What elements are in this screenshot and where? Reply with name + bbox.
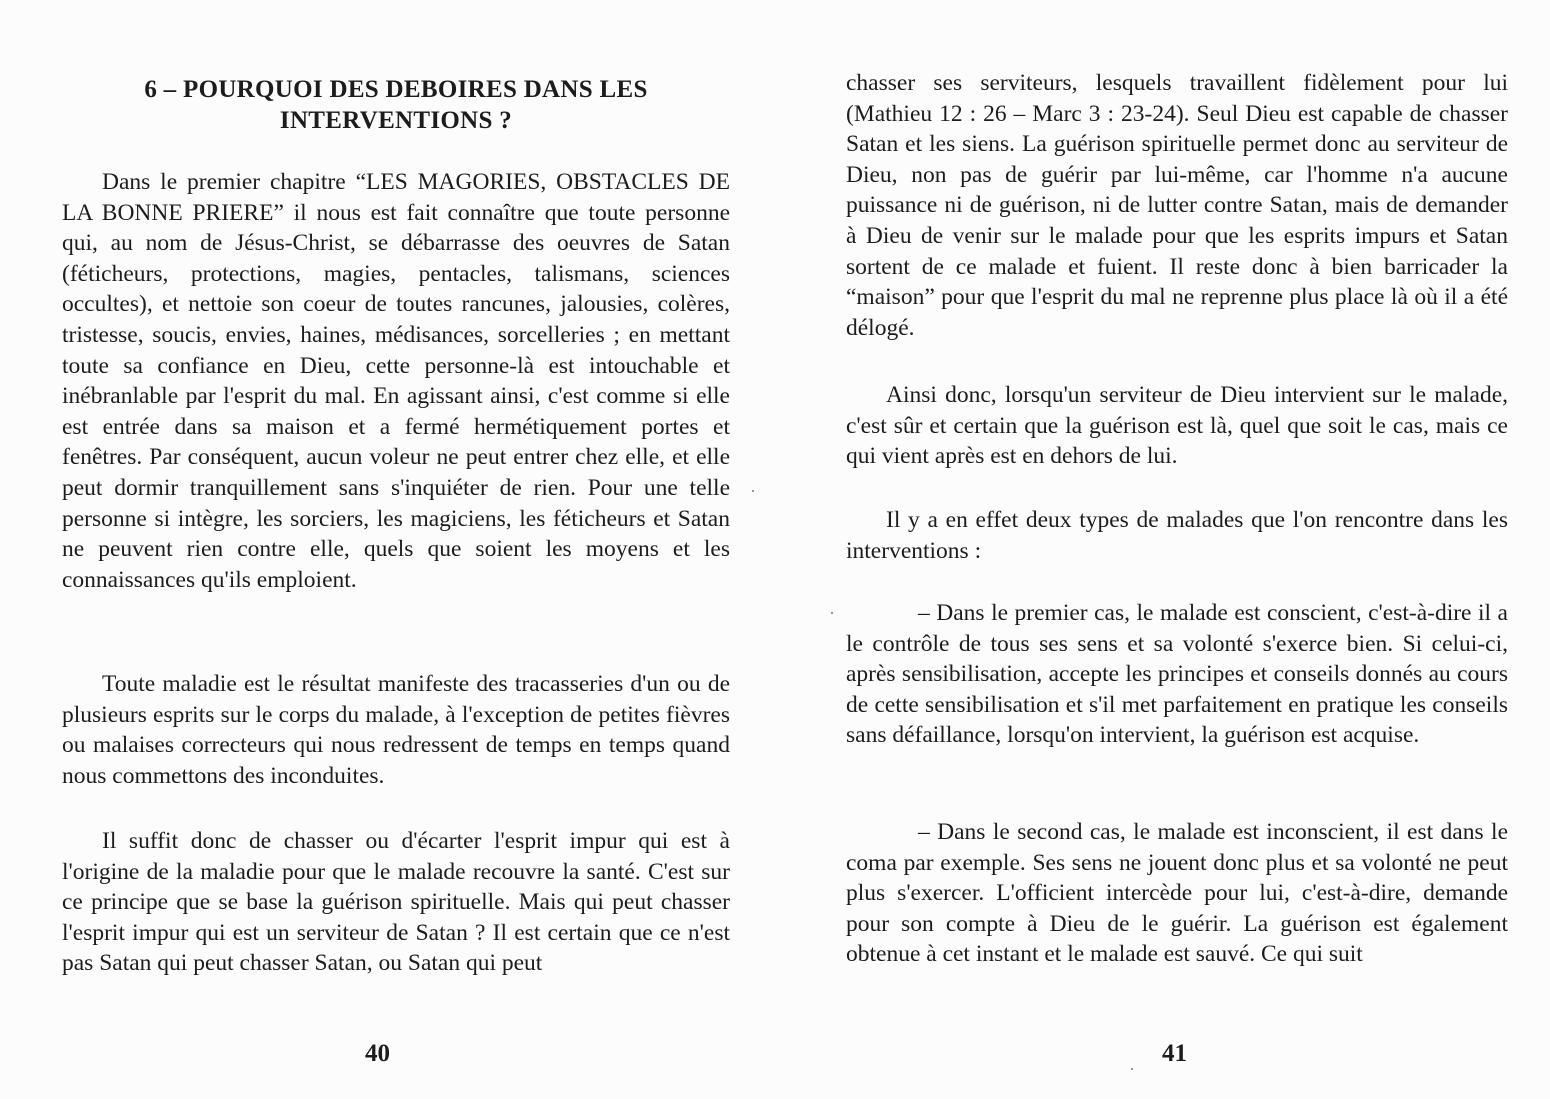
heading-line-2: INTERVENTIONS ? — [279, 107, 513, 134]
left-paragraph-3: Il suffit donc de chasser ou d'écarter l'esprit impur qui est à l'origine de la maladie pour que le malade recouvre la santé. C'est sur ce principe que se base la guérison spirituelle. Mais qui peut chasser l'esprit impur qui est un serviteur de Satan ? Il est certain que ce n'est pas Satan qui peut chasser Satan, ou Satan qui peut — [62, 828, 730, 977]
right-paragraph-1-block — [846, 68, 1508, 343]
right-paragraph-4: – Dans le premier cas, le malade est conscient, c'est-à-dire il a le contrôle de tous ses sens et sa volonté s'exerce bien. Si celui-ci, après sensibilisation, accepte les principes et conseils donnés au cours de cette sensibilisation et s'il met parfaitement en pratique les conseils sans défaillance, lorsqu'on intervient, la guérison est acquise. — [846, 600, 1508, 749]
right-paragraph-5-block — [846, 817, 1508, 970]
right-paragraph-1: chasser ses serviteurs, lesquels travaillent fidèlement pour lui (Mathieu 12 : 26 – Marc 3 : 23-24). Seul Dieu est capable de chasser Satan et les siens. La guérison spirituelle permet donc au serviteur de Dieu, non pas de guérir par lui-même, car l'homme n'a aucune puissance ni de guérison, ni de lutter contre Satan, mais de demander à Dieu de venir sur le malade pour que les esprits impurs et Satan sortent de ce malade et fuient. Il reste donc à bien barricader la “maison” pour que l'esprit du mal ne reprenne plus place là où il a été délogé. — [846, 70, 1508, 341]
left-paragraph-2: Toute maladie est le résultat manifeste des tracasseries d'un ou de plusieurs esprits sur le corps du malade, à l'exception de petites fièvres ou malaises correcteurs qui nous redressent de temps en temps quand nous commettons des inconduites. — [62, 671, 730, 789]
page-number-right: 41 — [1162, 1040, 1187, 1067]
right-paragraph-3: Il y a en effet deux types de malades que l'on rencontre dans les interventions : — [846, 507, 1508, 564]
heading-line-1: 6 – POURQUOI DES DEBOIRES DANS LES — [144, 76, 648, 103]
left-paragraph-1: Dans le premier chapitre “LES MAGORIES, OBSTACLES DE LA BONNE PRIERE” il nous est fait connaître que toute personne qui, au nom de Jésus-Christ, se débarrasse des oeuvres de Satan (féticheurs, protections, magies, pentacles, talismans, sciences occultes), et nettoie son coeur de toutes rancunes, jalousies, colères, tristesse, soucis, envies, haines, médisances, sorcelleries ; en mettant toute sa confiance en Dieu, cette personne-là est intouchable et inébranlable par l'esprit du mal. En agissant ainsi, c'est comme si elle est entrée dans sa maison et a fermé hermétiquement portes et fenêtres. Par conséquent, aucun voleur ne peut entrer chez elle, et elle peut dormir tranquillement sans s'inquiéter de rien. Pour une telle personne si intègre, les sorciers, les magiciens, les féticheurs et Satan ne peuvent rien contre elle, quels que soient les moyens et les connaissances qu'ils emploient. — [62, 169, 730, 593]
right-page — [846, 0, 1508, 1099]
scan-speck — [831, 612, 833, 614]
right-paragraph-2: Ainsi donc, lorsqu'un serviteur de Dieu intervient sur le malade, c'est sûr et certain que la guérison est là, quel que soit le cas, mais ce qui vient après est en dehors de lui. — [846, 382, 1508, 470]
left-paragraph-1-block — [62, 167, 730, 595]
left-paragraph-3-block — [62, 826, 730, 979]
scan-speck — [1131, 1068, 1133, 1070]
right-paragraph-3-block — [846, 505, 1508, 566]
left-page — [62, 0, 730, 1099]
left-paragraph-2-block — [62, 669, 730, 791]
right-paragraph-5: – Dans le second cas, le malade est inconscient, il est dans le coma par exemple. Ses sens ne jouent donc plus et sa volonté ne peut plus s'exercer. L'officient intercède pour lui, c'est-à-dire, demande pour son compte à Dieu de le guérir. La guérison est également obtenue à cet instant et le malade est sauvé. Ce qui suit — [846, 819, 1508, 968]
right-paragraph-4-block — [846, 598, 1508, 751]
scan-speck — [752, 490, 754, 492]
right-paragraph-2-block — [846, 380, 1508, 472]
section-heading — [62, 74, 730, 136]
page-number-left: 40 — [365, 1040, 390, 1067]
